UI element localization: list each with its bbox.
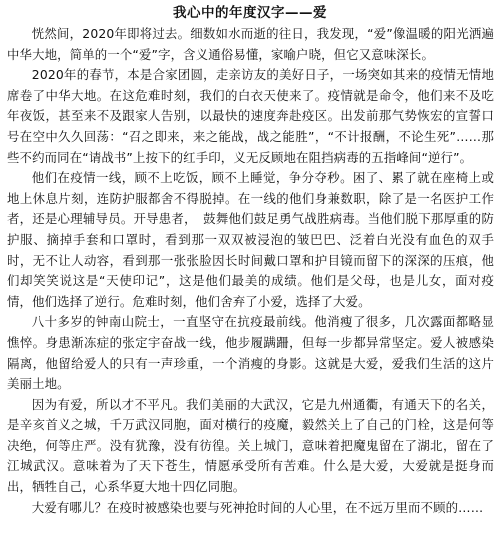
document-title: 我心中的年度汉字——爱 [173,5,327,21]
paragraph-6: 大爱有哪儿？在疫时被感染也要与死神抢时间的人心里，在不远万里而不顾的…… [31,499,484,515]
paragraph-3: 他们在疫情一线，顾不上吃饭，顾不上睡觉，争分夺秒。困了、累了就在座椅上或地上休息片刻，连防护服都舍不得脱掉。在一线的他们身兼数职，除了是一名医护工作者，还是心理辅导员。开导患者， 鼓舞他们鼓足勇气战胜病毒。当他们脱下那厚重的防护服、摘掉手套和口罩时，看到那一双双被浸泡的皱巴巴、泛着白光没有血色的双手时，无不让人动容，看到那一张张脸因长时间戴口罩和护目镜而留下的深深的压痕，他们却笑笑说这是“天使印记”，这是他们最美的成绩。他们是父母，也是儿女，面对疫情，他们选择了逆行。危难时刻，他们舍弃了小爱，选择了大爱。 [7,170,494,309]
paragraph-2: 2020年的春节，本是合家团圆，走亲访友的美好日子，一场突如其来的疫情无情地席卷了中华大地。在这危难时刻，我们的白衣天使来了。疫情就是命令，他们来不及吃年夜饭，甚至来不及跟家人告别，以最快的速度奔赴疫区。出发前那气势恢宏的宣誓口号在空中久久回荡：“召之即来，来之能战，战之能胜”，“不计报酬，不论生死”……那些不约而同在“请战书”上按下的红手印，义无反顾地在阻挡病毒的五指峰间“逆行”。 [7,67,494,165]
paragraph-1: 恍然间，2020年即将过去。细数如水而逝的往日，我发现，“爱”像温暖的阳光洒遍中华大地，简单的一个“爱”字，含义通俗易懂，家喻户晓，但它又意味深长。 [7,26,494,62]
paragraph-4: 八十多岁的钟南山院士，一直坚守在抗疫最前线。他消瘦了很多，几次露面都略显憔悴。身患渐冻症的张定宇奋战一线，他步履蹒跚，但每一步都异常坚定。爱人被感染隔离，他留给爱人的只有一声珍重，一个消瘦的身影。这就是大爱，爱我们生活的这片美丽土地。 [7,314,494,392]
paragraph-5: 因为有爱，所以才不平凡。我们美丽的大武汉，它是九州通衢，有通天下的名关，是辛亥首义之城，千万武汉同胞，面对横行的疫魔，毅然关上了自己的门栓，这是何等决绝，何等庄严。没有犹豫，没有彷徨。关上城门，意味着把魔鬼留在了湖北，留在了江城武汉。意味着为了天下苍生，情愿承受所有苦难。什么是大爱，大爱就是挺身而出，牺牲自己，心系华夏大地十四亿同胞。 [7,396,494,495]
article-body [0,24,500,518]
